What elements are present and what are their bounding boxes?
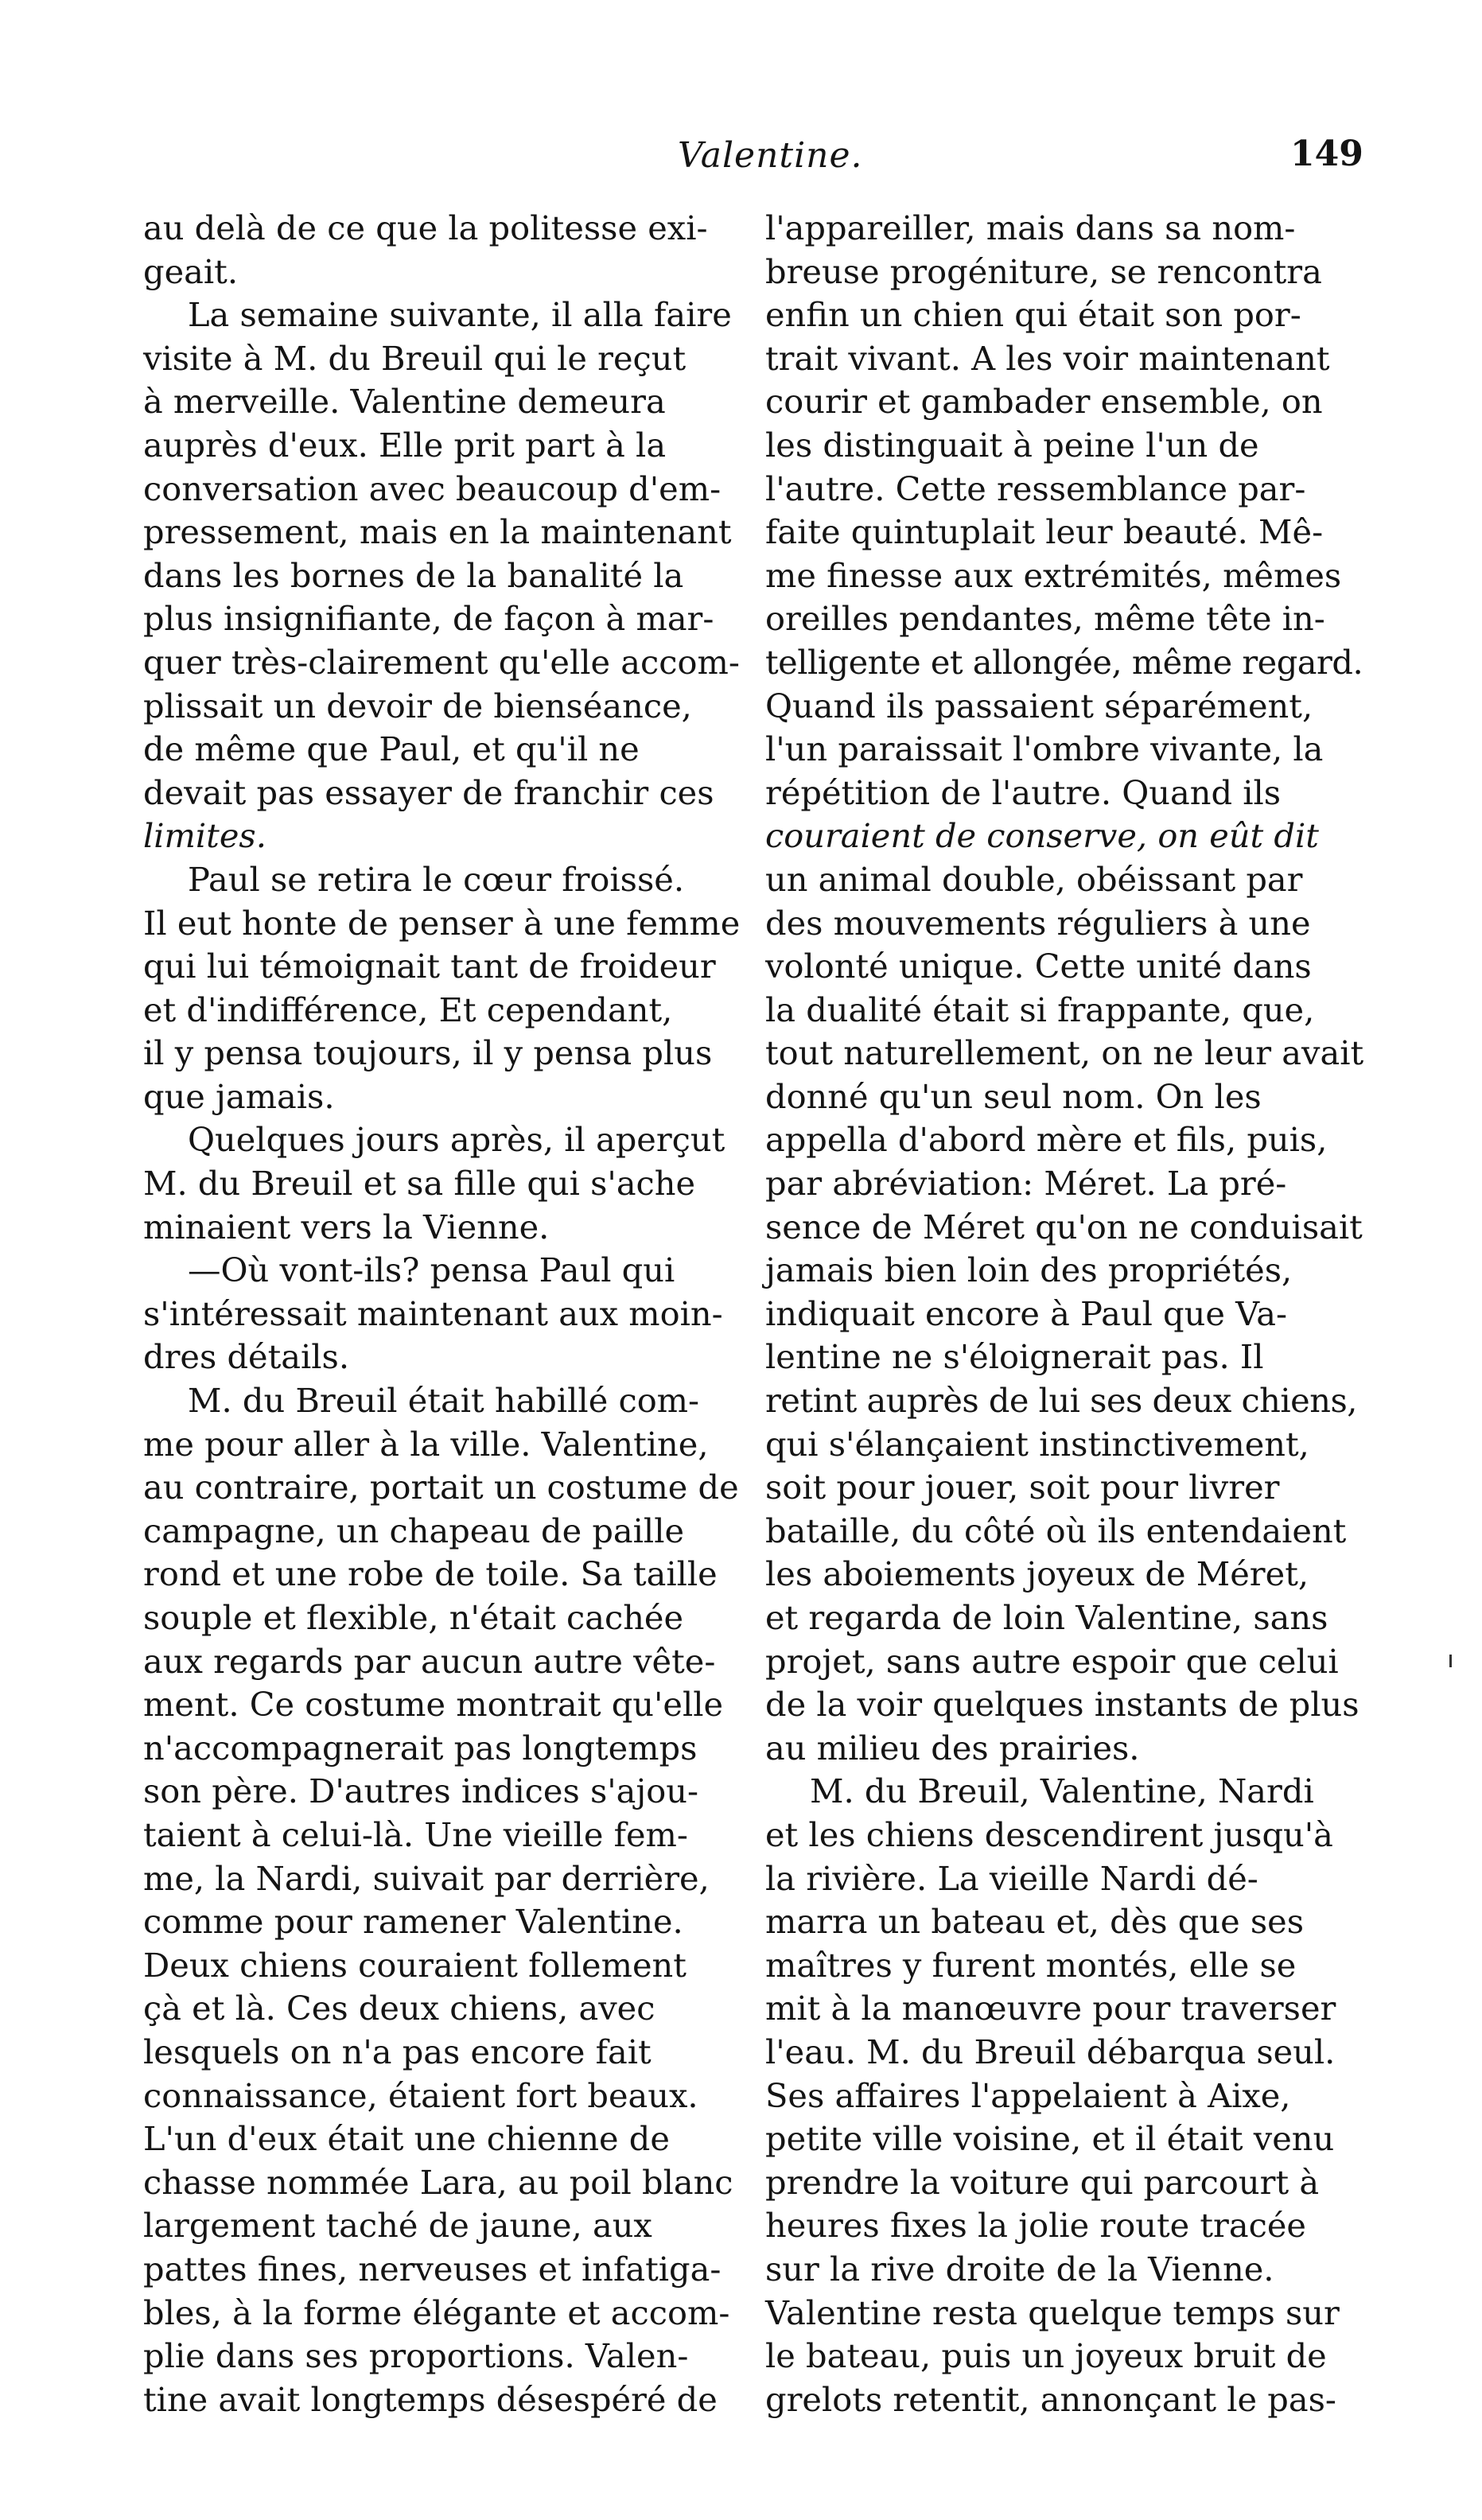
text-line: me finesse aux extrémités, mêmes: [765, 555, 1342, 595]
text-line: qui lui témoignait tant de froideur: [143, 947, 716, 986]
text-line: à merveille. Valentine demeura: [143, 382, 666, 422]
text-line: Ses affaires l'appelaient à Aixe,: [765, 2075, 1291, 2115]
text-line: pressement, mais en la maintenant: [143, 512, 732, 552]
text-line: lesquels on n'a pas encore fait: [143, 2032, 652, 2071]
text-line: et regarda de loin Valentine, sans: [765, 1598, 1328, 1637]
text-line: et d'indifférence, Et cependant,: [143, 990, 673, 1029]
text-line: heures fixes la jolie route tracée: [765, 2206, 1306, 2246]
text-line: largement taché de jaune, aux: [143, 2206, 652, 2246]
text-line: Valentine resta quelque temps sur: [765, 2292, 1340, 2332]
text-line: au milieu des prairies.: [765, 1728, 1140, 1768]
text-line: connaissance, étaient fort beaux.: [143, 2075, 698, 2115]
text-line: M. du Breuil était habillé com-: [188, 1381, 700, 1421]
text-line: grelots retentit, annonçant le pas-: [765, 2379, 1336, 2419]
text-line: plissait un devoir de bienséance,: [143, 686, 692, 725]
text-line: que jamais.: [143, 1076, 335, 1116]
text-line: dres détails.: [143, 1337, 350, 1377]
text-line: volonté unique. Cette unité dans: [765, 947, 1312, 986]
text-line: auprès d'eux. Elle prit part à la: [143, 425, 667, 465]
text-line: faite quintuplait leur beauté. Mê-: [765, 512, 1324, 552]
text-line: visite à M. du Breuil qui le reçut: [143, 338, 687, 378]
text-line: conversation avec beaucoup d'em-: [143, 469, 722, 508]
text-line: le bateau, puis un joyeux bruit de: [765, 2336, 1327, 2376]
text-line: taient à celui-là. Une vieille fem-: [143, 1814, 688, 1854]
text-line: Deux chiens couraient follement: [143, 1945, 687, 1985]
text-line: la dualité était si frappante, que,: [765, 990, 1315, 1029]
text-line: s'intéressait maintenant aux moin-: [143, 1293, 723, 1333]
text-line: appella d'abord mère et fils, puis,: [765, 1120, 1328, 1160]
text-line: telligente et allongée, même regard.: [765, 642, 1363, 682]
text-line: maîtres y furent montés, elle se: [765, 1945, 1297, 1985]
text-line: marra un bateau et, dès que ses: [765, 1902, 1304, 1942]
text-line: rond et une robe de toile. Sa taille: [143, 1554, 718, 1594]
text-line: aux regards par aucun autre vête-: [143, 1641, 716, 1681]
text-line: comme pour ramener Valentine.: [143, 1902, 683, 1942]
text-line: çà et là. Ces deux chiens, avec: [143, 1989, 655, 2028]
text-line: devait pas essayer de franchir ces: [143, 772, 714, 812]
text-line: ment. Ce costume montrait qu'elle: [143, 1685, 724, 1725]
text-line: lentine ne s'éloignerait pas. Il: [765, 1337, 1264, 1377]
text-line: des mouvements réguliers à une: [765, 903, 1311, 943]
text-line: plie dans ses proportions. Valen-: [143, 2336, 689, 2376]
text-line: répétition de l'autre. Quand ils: [765, 772, 1282, 812]
text-line: au delà de ce que la politesse exi-: [143, 208, 708, 247]
left-text-column: [143, 207, 748, 2421]
text-line: trait vivant. A les voir maintenant: [765, 338, 1330, 378]
text-line: et les chiens descendirent jusqu'à: [765, 1814, 1333, 1854]
page-number: 149: [1290, 134, 1363, 174]
text-line: il y pensa toujours, il y pensa plus: [143, 1033, 713, 1073]
text-line: au contraire, portait un costume de: [143, 1468, 739, 1507]
text-line: dans les bornes de la banalité la: [143, 555, 684, 595]
text-line: retint auprès de lui ses deux chiens,: [765, 1381, 1357, 1421]
running-title: Valentine.: [678, 135, 863, 176]
text-line: les aboiements joyeux de Méret,: [765, 1554, 1309, 1594]
text-line: prendre la voiture qui parcourt à: [765, 2162, 1320, 2202]
text-line: quer très-clairement qu'elle accom-: [143, 642, 740, 682]
text-line: me, la Nardi, suivait par derrière,: [143, 1858, 710, 1898]
text-line: l'autre. Cette ressemblance par-: [765, 469, 1306, 508]
text-line: indiquait encore à Paul que Va-: [765, 1293, 1288, 1333]
text-line: Paul se retira le cœur froissé.: [188, 859, 685, 899]
text-line: qui s'élançaient instinctivement,: [765, 1424, 1309, 1464]
text-line: par abréviation: Méret. La pré-: [765, 1164, 1287, 1204]
text-line: bataille, du côté où ils entendaient: [765, 1511, 1347, 1550]
text-line: les distinguait à peine l'un de: [765, 425, 1259, 465]
text-line: chasse nommée Lara, au poil blanc: [143, 2162, 733, 2202]
text-line: La semaine suivante, il alla faire: [188, 295, 732, 335]
text-line: projet, sans autre espoir que celui: [765, 1641, 1339, 1681]
text-line: limites.: [143, 816, 266, 856]
text-line: mit à la manœuvre pour traverser: [765, 1989, 1336, 2028]
text-line: bles, à la forme élégante et accom-: [143, 2292, 730, 2332]
text-line: l'un paraissait l'ombre vivante, la: [765, 729, 1324, 769]
text-line: un animal double, obéissant par: [765, 859, 1303, 899]
text-line: geait.: [143, 251, 239, 291]
text-line: M. du Breuil et sa fille qui s'ache: [143, 1164, 696, 1204]
text-line: pattes fines, nerveuses et infatiga-: [143, 2249, 722, 2289]
text-line: la rivière. La vieille Nardi dé-: [765, 1858, 1258, 1898]
text-line: son père. D'autres indices s'ajou-: [143, 1771, 699, 1811]
text-line: enfin un chien qui était son por-: [765, 295, 1301, 335]
text-line: l'appareiller, mais dans sa nom-: [765, 208, 1296, 247]
text-line: plus insignifiante, de façon à mar-: [143, 599, 714, 639]
text-line: Quelques jours après, il aperçut: [188, 1120, 725, 1160]
text-line: soit pour jouer, soit pour livrer: [765, 1468, 1280, 1507]
text-line: couraient de conserve, on eût dit: [765, 816, 1319, 856]
text-line: tout naturellement, on ne leur avait: [765, 1033, 1364, 1073]
text-line: oreilles pendantes, même tête in-: [765, 599, 1325, 639]
text-line: minaient vers la Vienne.: [143, 1207, 550, 1246]
text-line: M. du Breuil, Valentine, Nardi: [810, 1771, 1314, 1811]
right-text-column: [765, 207, 1370, 2421]
text-line: sur la rive droite de la Vienne.: [765, 2249, 1274, 2289]
text-line: n'accompagnerait pas longtemps: [143, 1728, 698, 1768]
text-line: me pour aller à la ville. Valentine,: [143, 1424, 709, 1464]
text-line: jamais bien loin des propriétés,: [765, 1250, 1293, 1290]
text-line: Il eut honte de penser à une femme: [143, 903, 741, 943]
text-line: tine avait longtemps désespéré de: [143, 2379, 718, 2419]
text-line: l'eau. M. du Breuil débarqua seul.: [765, 2032, 1336, 2071]
text-line: sence de Méret qu'on ne conduisait: [765, 1207, 1363, 1246]
text-line: campagne, un chapeau de paille: [143, 1511, 685, 1550]
text-line: L'un d'eux était une chienne de: [143, 2119, 670, 2159]
text-line: donné qu'un seul nom. On les: [765, 1076, 1262, 1116]
print-speck: [1449, 1655, 1452, 1667]
text-line: courir et gambader ensemble, on: [765, 382, 1323, 422]
text-line: petite ville voisine, et il était venu: [765, 2119, 1335, 2159]
text-line: de même que Paul, et qu'il ne: [143, 729, 640, 769]
text-line: breuse progéniture, se rencontra: [765, 251, 1322, 291]
text-line: Quand ils passaient séparément,: [765, 686, 1313, 725]
text-line: —Où vont-ils? pensa Paul qui: [188, 1250, 675, 1290]
text-line: souple et flexible, n'était cachée: [143, 1598, 684, 1637]
text-line: de la voir quelques instants de plus: [765, 1685, 1359, 1725]
